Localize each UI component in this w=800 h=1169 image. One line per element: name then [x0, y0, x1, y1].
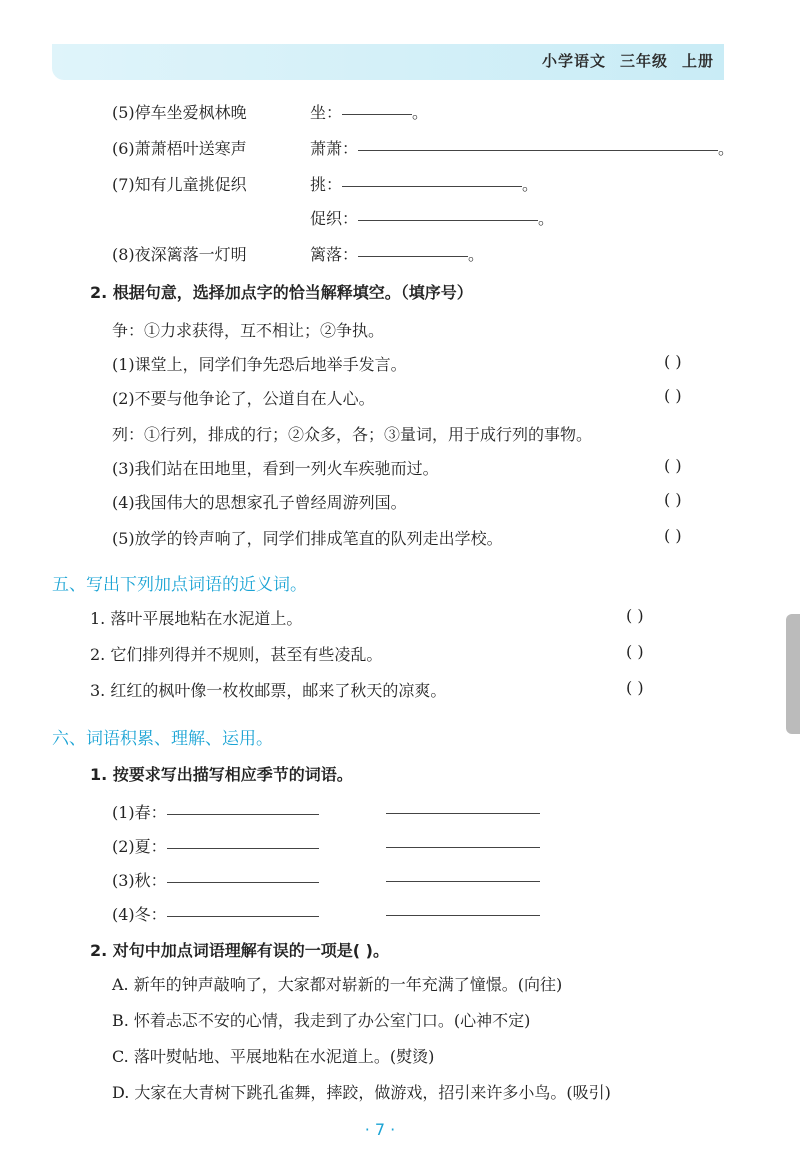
season-autumn — [112, 868, 319, 891]
option-b: B. 怀着忐忑不安的心情，我走到了办公室门口。(心神不定) — [112, 1011, 531, 1030]
answer-blank[interactable] — [167, 881, 319, 883]
page-number: · 7 · — [364, 1120, 396, 1139]
sec6-q2-title: 2. 对句中加点词语理解有误的一项是( )。 — [90, 941, 389, 960]
poem-line-7 — [112, 172, 247, 195]
answer-paren[interactable]: ( ) — [664, 352, 682, 371]
answer-blank[interactable] — [167, 915, 319, 917]
poem-answer-7b — [310, 206, 554, 229]
poem-end: 。 — [522, 175, 539, 194]
header-text — [528, 50, 714, 71]
q2-def1: 争：①力求获得，互不相让；②争执。 — [112, 321, 385, 340]
poem-answer-5 — [310, 100, 428, 123]
season-label: (2)夏： — [112, 837, 167, 856]
answer-paren[interactable]: ( ) — [626, 642, 644, 661]
season-spring — [112, 800, 319, 823]
poem-answer-7a — [310, 172, 538, 195]
poem-end: 。 — [538, 209, 555, 228]
answer-paren[interactable]: ( ) — [664, 386, 682, 405]
answer-paren[interactable]: ( ) — [626, 678, 644, 697]
answer-blank[interactable] — [342, 113, 412, 115]
poem-answer-8 — [310, 242, 484, 265]
poem-word: 坐： — [310, 103, 343, 122]
option-a: A. 新年的钟声敲响了，大家都对崭新的一年充满了憧憬。(向往) — [112, 975, 563, 994]
season-winter — [112, 902, 319, 925]
option-d: D. 大家在大青树下跳孔雀舞，摔跤，做游戏，招引来许多小鸟。(吸引) — [112, 1083, 611, 1102]
poem-end: 。 — [718, 139, 735, 158]
poem-word: 篱落： — [310, 245, 359, 264]
q2-item-1: (1)课堂上，同学们争先恐后地举手发言。 — [112, 355, 407, 374]
poem-line-text: (6)萧萧梧叶送寒声 — [112, 139, 247, 158]
section-6-title: 六、词语积累、理解、运用。 — [52, 729, 273, 749]
q2-def2: 列：①行列，排成的行；②众多，各；③量词，用于成行列的事物。 — [112, 425, 593, 444]
poem-line-text: (5)停车坐爱枫林晚 — [112, 103, 247, 122]
q2-item-2: (2)不要与他争论了，公道自在人心。 — [112, 389, 375, 408]
answer-blank[interactable] — [386, 812, 540, 814]
answer-blank[interactable] — [167, 847, 319, 849]
sec6-q1-title: 1. 按要求写出描写相应季节的词语。 — [90, 765, 353, 784]
sec5-item-1: 1. 落叶平展地粘在水泥道上。 — [90, 609, 303, 628]
season-label: (4)冬： — [112, 905, 167, 924]
sec5-item-2: 2. 它们排列得并不规则，甚至有些凌乱。 — [90, 645, 383, 664]
q2-item-4: (4)我国伟大的思想家孔子曾经周游列国。 — [112, 493, 407, 512]
answer-blank[interactable] — [386, 846, 540, 848]
poem-end: 。 — [412, 103, 429, 122]
header-volume: 上册 — [681, 52, 714, 70]
poem-line-5 — [112, 100, 247, 123]
poem-line-6 — [112, 136, 247, 159]
poem-end: 。 — [468, 245, 485, 264]
answer-paren[interactable]: ( ) — [664, 526, 682, 545]
answer-blank[interactable] — [358, 149, 718, 151]
season-summer — [112, 834, 319, 857]
q2-title: 2. 根据句意，选择加点字的恰当解释填空。（填序号） — [90, 283, 473, 302]
answer-blank[interactable] — [358, 219, 538, 221]
answer-blank[interactable] — [386, 880, 540, 882]
header-band — [52, 44, 724, 80]
header-grade: 三年级 — [619, 52, 668, 70]
season-label: (1)春： — [112, 803, 167, 822]
sec5-item-3: 3. 红红的枫叶像一枚枚邮票，邮来了秋天的凉爽。 — [90, 681, 447, 700]
answer-paren[interactable]: ( ) — [664, 490, 682, 509]
poem-word: 挑： — [310, 175, 343, 194]
option-c: C. 落叶熨帖地、平展地粘在水泥道上。(熨烫) — [112, 1047, 435, 1066]
answer-paren[interactable]: ( ) — [664, 456, 682, 475]
season-label: (3)秋： — [112, 871, 167, 890]
section-5-title: 五、写出下列加点词语的近义词。 — [52, 575, 307, 595]
answer-blank[interactable] — [386, 914, 540, 916]
answer-blank[interactable] — [342, 185, 522, 187]
poem-line-8 — [112, 242, 247, 265]
poem-word: 萧萧： — [310, 139, 359, 158]
poem-word: 促织： — [310, 209, 359, 228]
poem-answer-6 — [310, 136, 734, 159]
answer-blank[interactable] — [167, 813, 319, 815]
answer-paren[interactable]: ( ) — [626, 606, 644, 625]
side-tab — [786, 614, 800, 734]
header-subject: 小学语文 — [541, 52, 606, 70]
poem-line-text: (7)知有儿童挑促织 — [112, 175, 247, 194]
q2-item-3: (3)我们站在田地里，看到一列火车疾驰而过。 — [112, 459, 439, 478]
q2-item-5: (5)放学的铃声响了，同学们排成笔直的队列走出学校。 — [112, 529, 503, 548]
poem-line-text: (8)夜深篱落一灯明 — [112, 245, 247, 264]
answer-blank[interactable] — [358, 255, 468, 257]
